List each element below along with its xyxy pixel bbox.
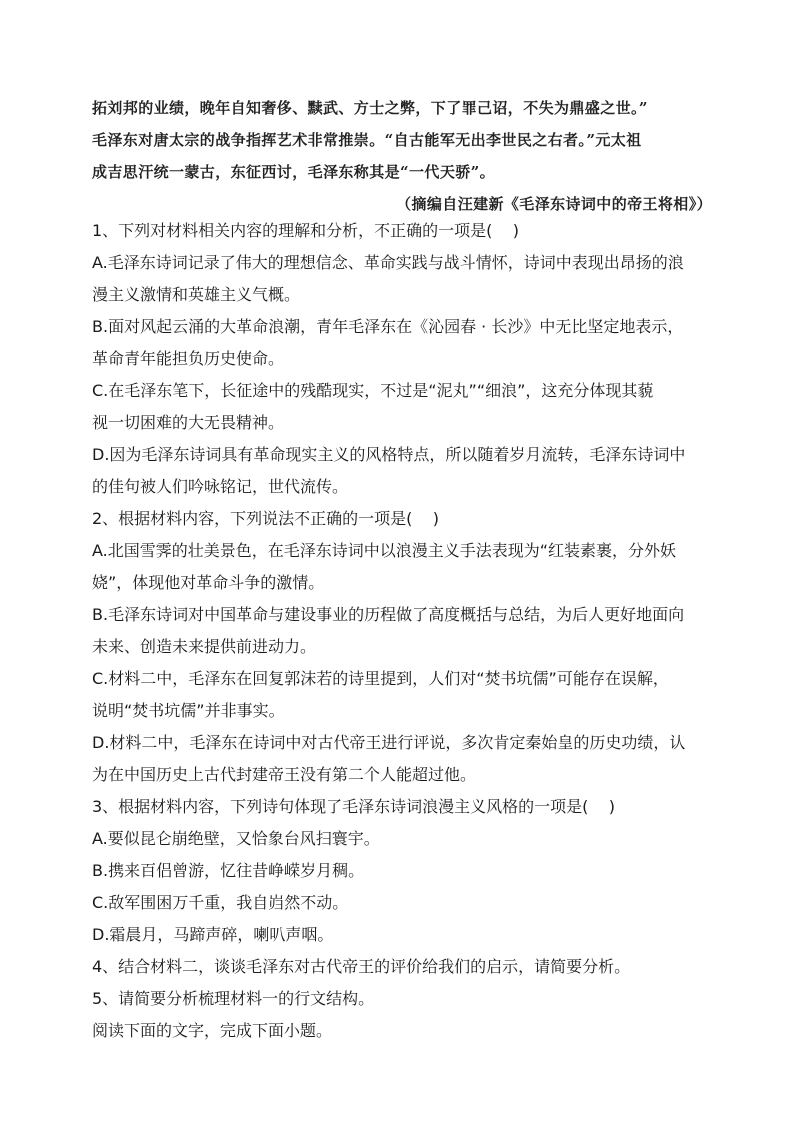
question-1-option-b: B.面对风起云涌的大革命浪潮，青年毛泽东在《沁园春 · 长沙》中无比坚定地表示， xyxy=(92,317,684,336)
question-1-option-d: D.因为毛泽东诗词具有革命现实主义的风格特点，所以随着岁月流转，毛泽东诗词中 xyxy=(92,445,686,464)
question-1-option-a-cont: 漫主义激情和英雄主义气概。 xyxy=(92,285,301,304)
question-1-option-d-cont: 的佳句被人们吟咏铭记，世代流传。 xyxy=(92,477,349,496)
passage-excerpt xyxy=(92,92,712,220)
question-3-option-d: D.霜晨月，马蹄声碎，喇叭声咽。 xyxy=(92,925,334,944)
passage-line: 拓刘邦的业绩，晚年自知奢侈、黩武、方士之弊，下了罪己诏，不失为鼎盛之世。” xyxy=(92,99,648,117)
question-4: 4、结合材料二，谈谈毛泽东对古代帝王的评价给我们的启示，请简要分析。 xyxy=(92,957,631,976)
question-3-option-a: A.要似昆仑崩绝壁，又恰象台风扫寰宇。 xyxy=(92,829,380,848)
passage-line: 毛泽东对唐太宗的战争指挥艺术非常推崇。“自古能军无出李世民之右者。”元太祖 xyxy=(92,131,642,149)
question-1-option-a: A.毛泽东诗词记录了伟大的理想信念、革命实践与战斗情怀，诗词中表现出昂扬的浪 xyxy=(92,253,684,272)
passage-line: 成吉思汗统一蒙古，东征西讨，毛泽东称其是“一代天骄”。 xyxy=(92,163,496,181)
question-3-option-c: C.敌军围困万千重，我自岿然不动。 xyxy=(92,893,349,912)
passage-source: （摘编自汪建新《毛泽东诗词中的帝王将相》） xyxy=(396,195,712,213)
question-2-option-a-cont: 娆”，体现他对革命斗争的激情。 xyxy=(92,573,325,592)
question-list xyxy=(92,215,704,1047)
question-2-option-c: C.材料二中，毛泽东在回复郭沫若的诗里提到，人们对“焚书坑儒”可能存在误解， xyxy=(92,669,669,688)
question-3-option-b: B.携来百侣曾游，忆往昔峥嵘岁月稠。 xyxy=(92,861,365,880)
question-2-stem: 2、根据材料内容，下列说法不正确的一项是( ) xyxy=(92,509,440,528)
question-3-stem: 3、根据材料内容，下列诗句体现了毛泽东诗词浪漫主义风格的一项是( ) xyxy=(92,797,616,816)
question-2-option-b: B.毛泽东诗词对中国革命与建设事业的历程做了高度概括与总结，为后人更好地面向 xyxy=(92,605,685,624)
question-2-option-d-cont: 为在中国历史上古代封建帝王没有第二个人能超过他。 xyxy=(92,765,477,784)
reading-instruction: 阅读下面的文字，完成下面小题。 xyxy=(92,1021,333,1040)
question-1-option-c: C.在毛泽东笔下，长征途中的残酷现实，不过是“泥丸”“细浪”，这充分体现其藐 xyxy=(92,381,654,400)
question-2-option-d: D.材料二中，毛泽东在诗词中对古代帝王进行评说，多次肯定秦始皇的历史功绩，认 xyxy=(92,733,686,752)
question-2-option-c-cont: 说明“焚书坑儒”并非事实。 xyxy=(92,701,285,720)
question-5: 5、请简要分析梳理材料一的行文结构。 xyxy=(92,989,375,1008)
question-2-option-a: A.北国雪霁的壮美景色，在毛泽东诗词中以浪漫主义手法表现为“红装素裹，分外妖 xyxy=(92,541,677,560)
question-2-option-b-cont: 未来、创造未来提供前进动力。 xyxy=(92,637,317,656)
question-1-option-b-cont: 革命青年能担负历史使命。 xyxy=(92,349,285,368)
question-1-stem: 1、下列对材料相关内容的理解和分析，不正确的一项是( ) xyxy=(92,221,520,240)
question-1-option-c-cont: 视一切困难的大无畏精神。 xyxy=(92,413,285,432)
